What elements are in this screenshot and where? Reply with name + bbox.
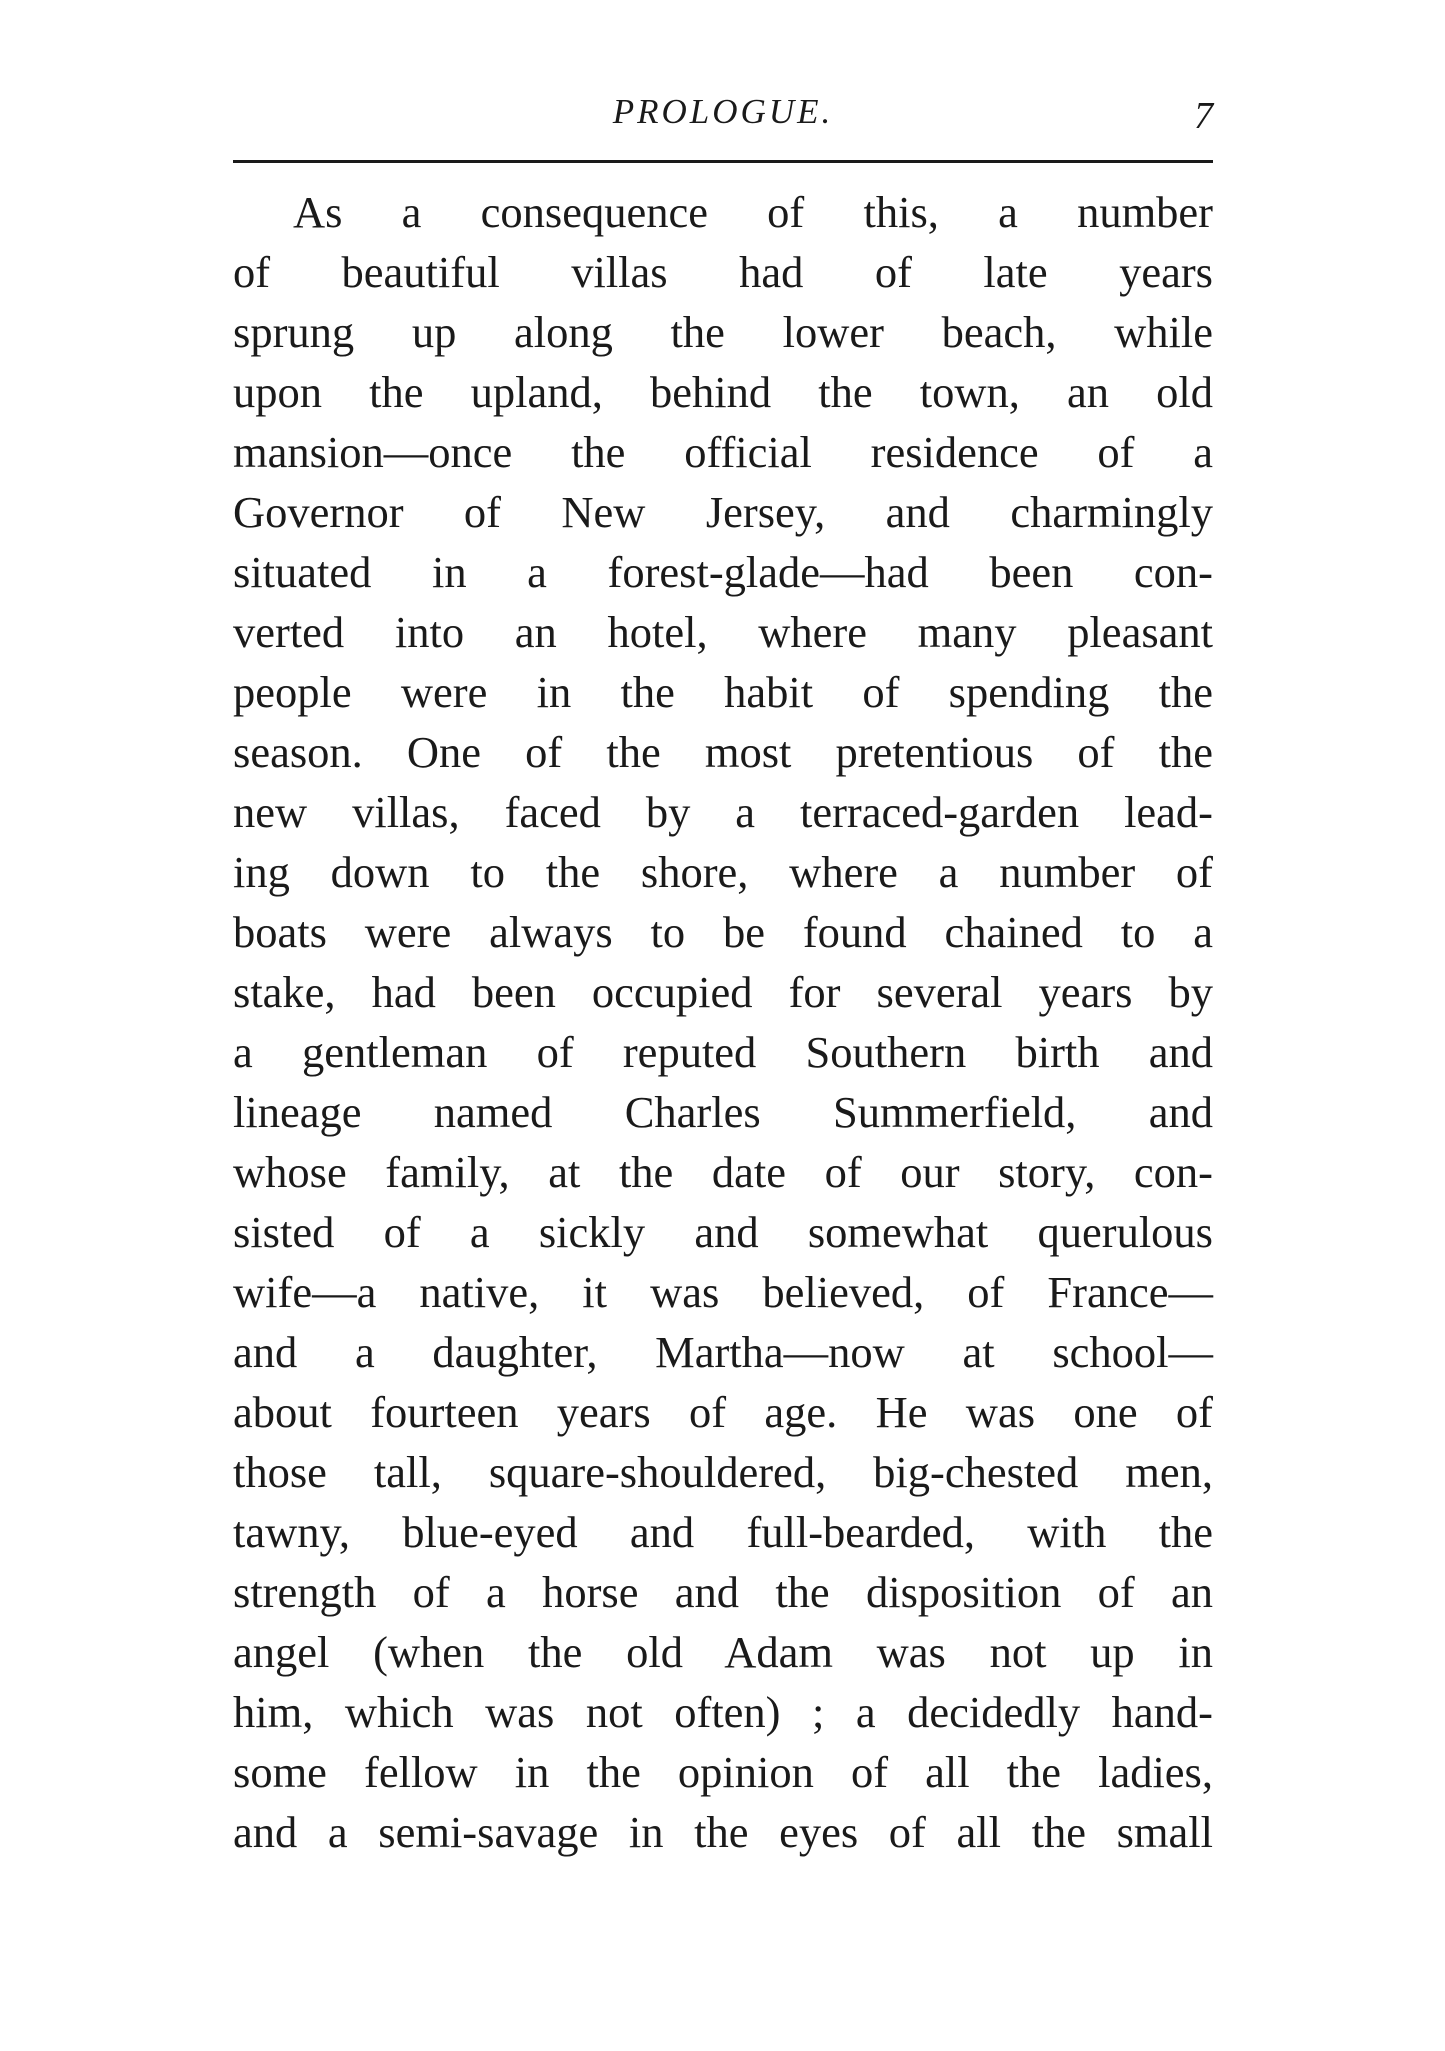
running-head: [233, 88, 1213, 148]
text-line: him, which was not often) ; a decidedly hand-: [233, 1687, 1213, 1737]
text-line: of beautiful villas had of late years: [233, 247, 1213, 297]
text-line: sprung up along the lower beach, while: [233, 307, 1213, 357]
header-rule: [233, 160, 1213, 163]
text-line: and a daughter, Martha—now at school—: [233, 1327, 1213, 1377]
text-line: some fellow in the opinion of all the ladies,: [233, 1747, 1213, 1797]
text-line: tawny, blue-eyed and full-bearded, with the: [233, 1507, 1213, 1557]
text-line: sisted of a sickly and somewhat querulous: [233, 1207, 1213, 1257]
text-line: lineage named Charles Summerfield, and: [233, 1087, 1213, 1137]
text-line: ing down to the shore, where a number of: [233, 847, 1213, 897]
text-line: situated in a forest-glade—had been con-: [233, 547, 1213, 597]
text-line: new villas, faced by a terraced-garden lead-: [233, 787, 1213, 837]
text-line: about fourteen years of age. He was one of: [233, 1387, 1213, 1437]
text-line: a gentleman of reputed Southern birth and: [233, 1027, 1213, 1077]
text-line: wife—a native, it was believed, of France—: [233, 1267, 1213, 1317]
running-title: PROLOGUE.: [612, 92, 834, 131]
text-line: verted into an hotel, where many pleasant: [233, 607, 1213, 657]
text-line: and a semi-savage in the eyes of all the small: [233, 1807, 1213, 1857]
text-line: people were in the habit of spending the: [233, 667, 1213, 717]
text-line: boats were always to be found chained to a: [233, 907, 1213, 957]
page-number: 7: [1194, 95, 1213, 137]
text-line: angel (when the old Adam was not up in: [233, 1627, 1213, 1677]
text-line: strength of a horse and the disposition of an: [233, 1567, 1213, 1617]
text-line: stake, had been occupied for several years by: [233, 967, 1213, 1017]
text-line: As a consequence of this, a number: [293, 187, 1213, 237]
text-line: those tall, square-shouldered, big-chested men,: [233, 1447, 1213, 1497]
text-line: Governor of New Jersey, and charmingly: [233, 487, 1213, 537]
text-line: upon the upland, behind the town, an old: [233, 367, 1213, 417]
body-text: [233, 182, 1213, 1862]
text-line: mansion—once the official residence of a: [233, 427, 1213, 477]
text-line: whose family, at the date of our story, con-: [233, 1147, 1213, 1197]
text-line: season. One of the most pretentious of the: [233, 727, 1213, 777]
